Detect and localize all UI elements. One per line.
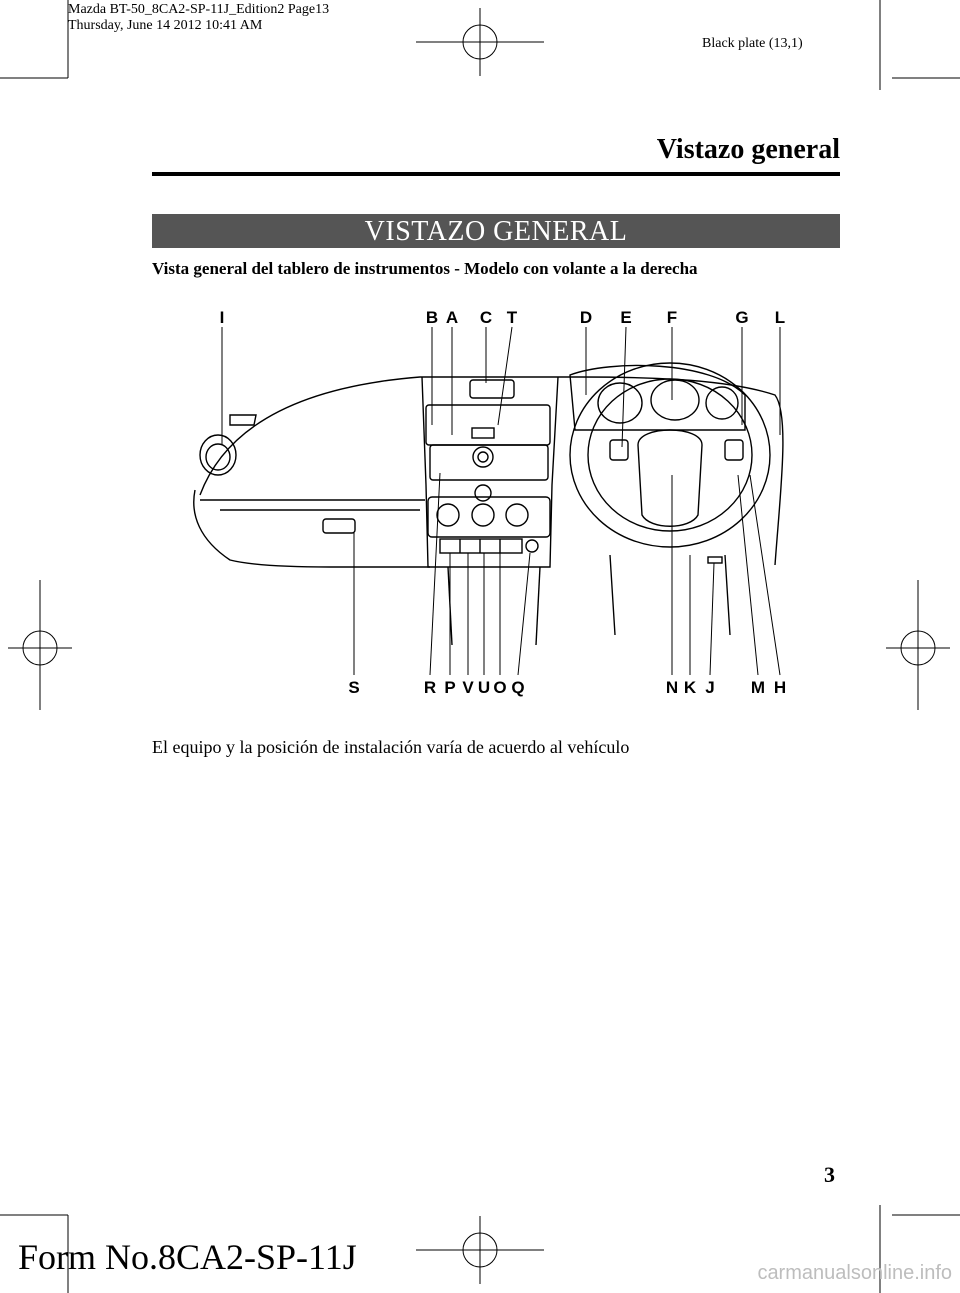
callout-E: E <box>620 308 632 327</box>
callout-N: N <box>665 678 679 697</box>
section-banner-label: VISTAZO GENERAL <box>364 216 628 247</box>
callout-R: R <box>423 678 437 697</box>
section-banner <box>152 214 840 248</box>
callout-A: A <box>445 308 459 327</box>
callout-F: F <box>666 308 678 327</box>
running-head: Vistazo general <box>656 134 840 165</box>
callout-O: O <box>493 678 507 697</box>
header-plate: Black plate (13,1) <box>702 36 803 51</box>
dashboard-diagram <box>190 305 810 705</box>
callout-H: H <box>773 678 787 697</box>
callout-U: U <box>477 678 491 697</box>
callout-L: L <box>774 308 786 327</box>
callout-G: G <box>735 308 749 327</box>
callout-J: J <box>705 678 715 697</box>
callout-I: I <box>219 308 225 327</box>
callout-D: D <box>579 308 593 327</box>
callout-C: C <box>479 308 493 327</box>
callout-K: K <box>683 678 697 697</box>
form-number: Form No.8CA2-SP-11J <box>18 1237 357 1277</box>
callout-V: V <box>462 678 474 697</box>
watermark: carmanualsonline.info <box>757 1262 952 1284</box>
header-timestamp: Thursday, June 14 2012 10:41 AM <box>68 18 263 33</box>
callout-P: P <box>444 678 456 697</box>
header-file-info: Mazda BT-50_8CA2-SP-11J_Edition2 Page13 <box>68 2 330 17</box>
callout-T: T <box>506 308 518 327</box>
callout-Q: Q <box>511 678 525 697</box>
callout-M: M <box>750 678 766 697</box>
page-number: 3 <box>824 1162 835 1187</box>
equipment-note: El equipo y la posición de instalación varía de acuerdo al vehículo <box>152 737 630 757</box>
figure-title: Vista general del tablero de instrumentos - Modelo con volante a la derecha <box>152 259 698 278</box>
callout-S: S <box>348 678 360 697</box>
callout-B: B <box>425 308 439 327</box>
header-rule <box>152 172 840 176</box>
